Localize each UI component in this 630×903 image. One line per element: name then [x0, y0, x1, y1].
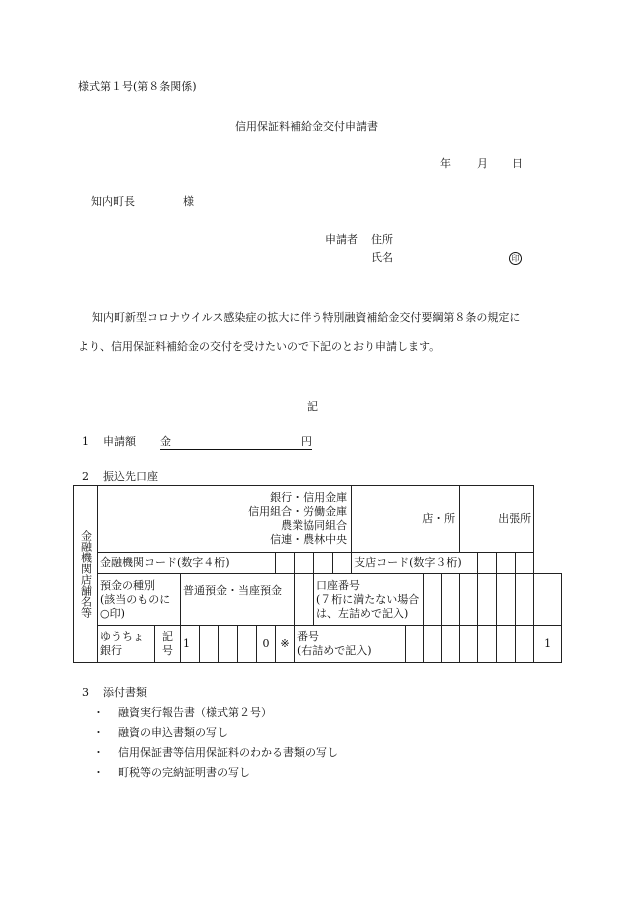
bank-code-digit[interactable] — [295, 553, 314, 574]
seal-icon: 印 — [509, 251, 522, 265]
bank-type-0: 銀行・信用金庫 — [270, 491, 348, 504]
yucho-label: ゆうちょ銀行 — [98, 626, 155, 663]
deposit-type-label: 預金の種別 (該当のものに○印) — [98, 574, 181, 626]
attachment-text: 町税等の完納証明書の写し — [118, 766, 250, 779]
branch-code-digit[interactable] — [497, 553, 516, 574]
kigo-mark: ※ — [276, 626, 295, 663]
attachment-text: 融資実行報告書（様式第２号） — [118, 706, 272, 719]
bango-digit[interactable] — [478, 626, 497, 663]
bank-type-2: 農業協同組合 — [281, 519, 348, 532]
item1-label: 申請額 — [103, 435, 136, 448]
attachment-list — [93, 706, 338, 786]
addressee-name: 知内町長 — [91, 195, 135, 208]
kigo-digit[interactable] — [200, 626, 219, 663]
kigo-digit[interactable] — [219, 626, 238, 663]
date-year: 年 — [440, 157, 451, 170]
form-number: 様式第１号(第８条関係) — [78, 80, 197, 93]
list-item — [93, 706, 338, 726]
account-digit[interactable] — [478, 574, 497, 626]
bank-code-digit[interactable] — [333, 553, 352, 574]
document-title: 信用保証料補給金交付申請書 — [235, 120, 378, 133]
bank-code-digit[interactable] — [276, 553, 295, 574]
bango-digit[interactable] — [516, 626, 534, 663]
account-digit[interactable] — [424, 574, 442, 626]
item3-number: 3 — [82, 686, 89, 699]
amount-suffix: 円 — [301, 435, 312, 448]
bango-digit[interactable] — [424, 626, 442, 663]
account-digit[interactable] — [534, 574, 562, 626]
branch-code-digit[interactable] — [478, 553, 497, 574]
bank-type-3: 信連・農林中央 — [270, 533, 348, 546]
bank-header: 金融機関店舗名等 — [74, 486, 98, 663]
kigo-zero: 0 — [257, 626, 276, 663]
branch-code-label: 支店コード(数字３桁) — [352, 553, 478, 574]
sub-branch-label: 出張所 — [498, 512, 532, 525]
attachment-text: 融資の申込書類の写し — [118, 726, 228, 739]
address-label: 住所 — [371, 233, 393, 246]
branch-code-digit[interactable] — [516, 553, 534, 574]
item1-number: 1 — [82, 435, 89, 448]
bullet-icon: ・ — [93, 766, 104, 779]
bango-digit[interactable] — [442, 626, 460, 663]
account-digit[interactable] — [516, 574, 534, 626]
account-number-label: 口座番号 (７桁に満たない場合は、左詰めで記入) — [314, 574, 424, 626]
account-spacer — [295, 574, 314, 626]
item3-label: 添付書類 — [103, 686, 147, 699]
item2-label: 振込先口座 — [103, 470, 158, 483]
branch-label: 店・所 — [422, 512, 456, 525]
bank-code-digit[interactable] — [314, 553, 333, 574]
bango-last-digit: 1 — [534, 626, 562, 663]
kigo-digit[interactable]: 1 — [181, 626, 200, 663]
account-table — [73, 485, 562, 663]
list-item — [93, 726, 338, 746]
date-day: 日 — [512, 157, 523, 170]
bullet-icon: ・ — [93, 746, 104, 759]
item2-number: 2 — [82, 470, 89, 483]
account-digit[interactable] — [460, 574, 478, 626]
bango-digit[interactable] — [460, 626, 478, 663]
list-item — [93, 766, 338, 786]
account-digit[interactable] — [442, 574, 460, 626]
kigo-label: 記号 — [155, 626, 181, 663]
bank-types — [98, 486, 352, 553]
amount-field[interactable] — [160, 435, 312, 450]
list-item — [93, 746, 338, 766]
body-line-2: より、信用保証料補給金の交付を受けたいので下記のとおり申請します。 — [78, 340, 441, 353]
date-month: 月 — [477, 157, 488, 170]
amount-prefix: 金 — [160, 435, 171, 448]
addressee-honorific: 様 — [183, 195, 194, 208]
attachment-text: 信用保証書等信用保証料のわかる書類の写し — [118, 746, 338, 759]
bango-digit[interactable] — [406, 626, 424, 663]
sub-branch-cell[interactable] — [460, 486, 534, 553]
account-digit[interactable] — [497, 574, 516, 626]
deposit-type-value[interactable]: 普通預金・当座預金 — [181, 574, 295, 626]
bullet-icon: ・ — [93, 706, 104, 719]
applicant-label: 申請者 — [325, 233, 358, 246]
name-label: 氏名 — [371, 251, 393, 264]
bango-label: 番号 (右詰めで記入) — [295, 626, 406, 663]
branch-cell[interactable] — [352, 486, 460, 553]
body-line-1: 知内町新型コロナウイルス感染症の拡大に伴う特別融資補給金交付要綱第８条の規定に — [92, 311, 521, 324]
bank-code-label: 金融機関コード(数字４桁) — [98, 553, 276, 574]
bank-type-1: 信用組合・労働金庫 — [248, 505, 348, 518]
ki-marker: 記 — [307, 400, 318, 413]
bango-digit[interactable] — [497, 626, 516, 663]
kigo-digit[interactable] — [238, 626, 257, 663]
bullet-icon: ・ — [93, 726, 104, 739]
